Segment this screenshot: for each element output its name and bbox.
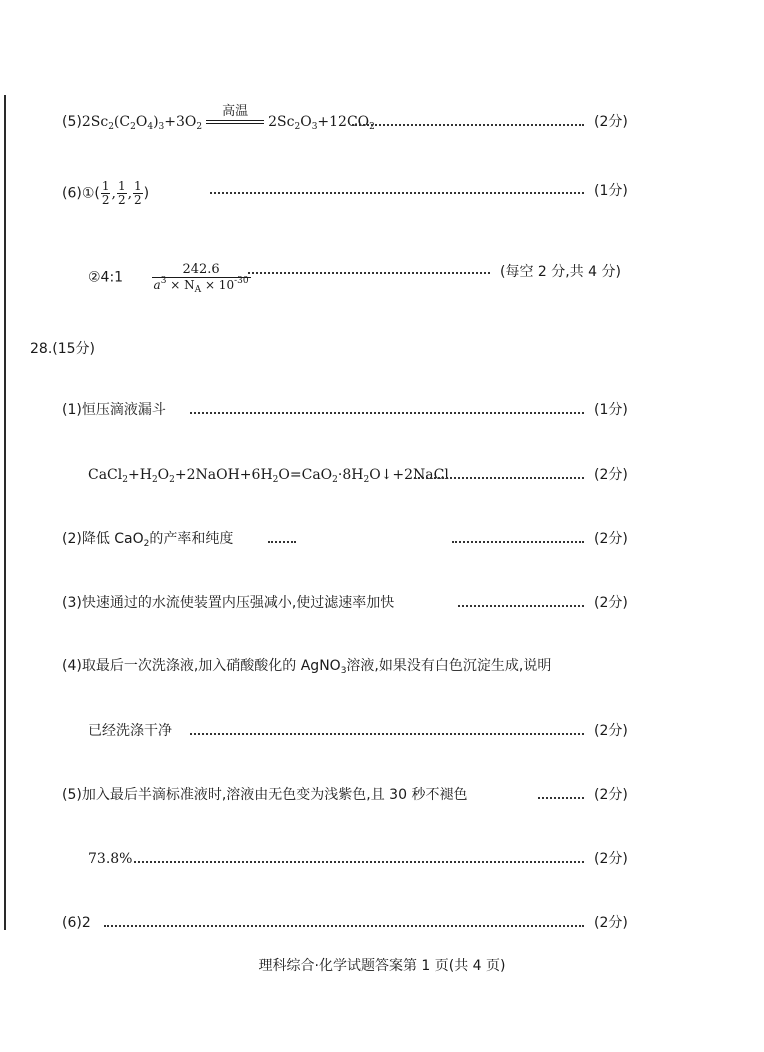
subscript: 3: [158, 122, 165, 132]
dot-leader: [538, 797, 584, 799]
q27-item5-equation: [62, 104, 375, 132]
dot-leader: [414, 477, 584, 479]
text-part: (4)取最后一次洗涤液,加入硝酸酸化的 AgNO: [62, 658, 341, 674]
formula-part: CaCl: [88, 467, 123, 483]
superscript: 3: [160, 276, 167, 286]
formula-part: 2Sc: [81, 114, 109, 130]
dot-leader: [452, 541, 584, 543]
subscript: A: [194, 285, 202, 295]
score: (2分): [594, 531, 628, 547]
formula-part: +2NaOH+6H: [174, 467, 273, 483]
subscript: 2: [369, 122, 375, 132]
item-close: ): [143, 185, 150, 202]
denominator: 2: [101, 193, 110, 207]
score: (2分): [594, 467, 628, 483]
q28-item5: (5)加入最后半滴标准液时,溶液由无色变为浅紫色,且 30 秒不褪色: [62, 787, 468, 803]
dot-leader: [104, 925, 584, 927]
formula-part: O=CaO: [278, 467, 333, 483]
fraction: [133, 180, 143, 207]
item-label: (5): [62, 114, 82, 130]
denominator: 2: [117, 193, 126, 207]
q28-item6: (6)2: [62, 915, 91, 931]
score: (1分): [594, 402, 628, 418]
denominator: [152, 278, 251, 293]
superscript: -30: [234, 276, 249, 286]
q27-item6b-density: [88, 262, 251, 293]
den-part: × 10: [201, 278, 235, 292]
subscript: 3: [340, 666, 347, 676]
score: (2分): [594, 595, 628, 611]
fraction: [117, 180, 127, 207]
page-footer: 理科综合·化学试题答案第 1 页(共 4 页): [258, 958, 506, 974]
fraction: [101, 180, 111, 207]
text-part: 溶液,如果没有白色沉淀生成,说明: [346, 658, 552, 674]
formula-part: O↓+2NaCl: [369, 467, 449, 483]
q28-item1: (1)恒压滴液漏斗: [62, 402, 166, 418]
text-part: 的产率和纯度: [149, 531, 234, 547]
q28-item3: (3)快速通过的水流使装置内压强减小,使过滤速率加快: [62, 595, 395, 611]
q27-item6-coordinates: [62, 180, 149, 207]
numerator: 1: [134, 179, 142, 193]
den-part: a: [153, 278, 161, 292]
subscript: 4: [147, 122, 154, 132]
q28-item5-result: 73.8%: [88, 851, 133, 867]
numerator: 1: [101, 179, 110, 193]
score: (每空 2 分,共 4 分): [500, 264, 621, 280]
dot-leader: [190, 412, 584, 414]
q28-item4: [62, 656, 551, 676]
formula-part: +3O: [164, 114, 197, 130]
dot-leader: [210, 192, 584, 194]
subscript: 2: [143, 539, 150, 549]
subscript: 2: [294, 122, 301, 132]
q28-item2: [62, 529, 233, 549]
dot-leader: [458, 605, 584, 607]
score: (2分): [594, 851, 628, 867]
score: (2分): [594, 723, 628, 739]
subscript: 2: [130, 122, 136, 132]
score: (2分): [594, 787, 628, 803]
formula-part: ·8H: [337, 467, 364, 483]
formula-part: O: [135, 114, 148, 130]
score: (2分): [594, 114, 628, 130]
density-fraction: [152, 262, 251, 293]
reaction-condition-equals: [206, 104, 264, 132]
subscript: 2: [196, 122, 203, 132]
formula-part: O: [300, 114, 312, 130]
dot-leader: [352, 124, 584, 126]
score: (1分): [594, 183, 628, 199]
separator: ,: [127, 185, 133, 202]
dot-leader: [268, 541, 296, 543]
numerator: 242.6: [152, 262, 251, 278]
denominator: 2: [134, 193, 142, 207]
subscript: 2: [363, 475, 370, 485]
formula-part: O: [157, 467, 170, 483]
dot-leader: [134, 861, 584, 863]
score: (2分): [594, 915, 628, 931]
numerator: 1: [117, 179, 126, 193]
item-label: (6)①(: [62, 185, 100, 202]
item-label: ②4:1: [88, 269, 124, 286]
q28-item4-cont: 已经洗涤干净: [88, 723, 172, 739]
dot-leader: [248, 272, 490, 274]
formula-part: ): [153, 114, 159, 130]
formula-part: +12CO: [317, 114, 370, 130]
subscript: 2: [108, 122, 114, 132]
formula-part: +H: [127, 467, 152, 483]
den-part: × N: [166, 278, 195, 292]
q28-heading: 28.(15分): [30, 341, 96, 357]
subscript: 2: [272, 475, 279, 485]
left-margin-rule: [4, 95, 6, 930]
subscript: 2: [151, 475, 158, 485]
text-part: (2)降低 CaO: [62, 531, 144, 547]
subscript: 2: [332, 475, 338, 485]
subscript: 2: [122, 475, 128, 485]
formula-part: 2Sc: [268, 114, 295, 130]
formula-part: (C: [113, 114, 131, 130]
q28-item1-equation: [88, 465, 449, 485]
reaction-condition: 高温: [222, 104, 249, 119]
subscript: 2: [169, 475, 175, 485]
subscript: 3: [311, 122, 318, 132]
dot-leader: [190, 733, 584, 735]
separator: ,: [111, 185, 116, 202]
